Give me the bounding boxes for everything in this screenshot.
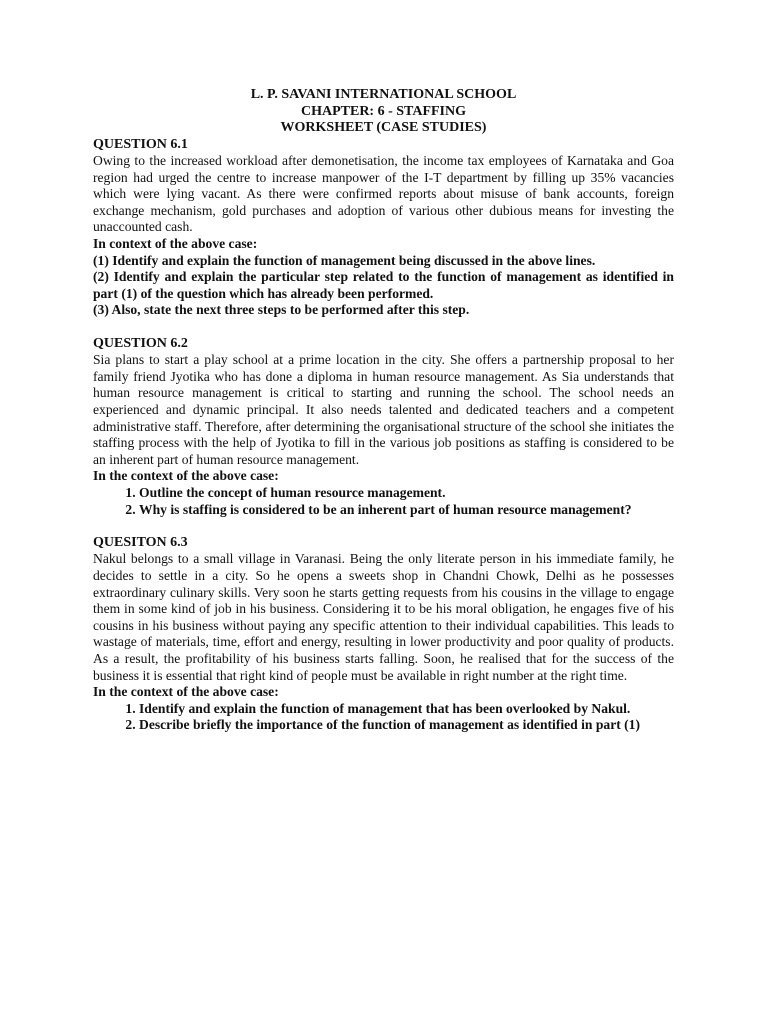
question-list [93, 701, 674, 734]
document-header [93, 87, 674, 137]
case-text: Sia plans to start a play school at a prime location in the city. She offers a partnership proposal to her family friend Jyotika who has done a diploma in human resource management. As Sia understands that human resource management is critical to starting and running the school. The school needs an experienced and dynamic principal. It also needs talented and dedicated teachers and a competent administrative staff. Therefore, after determining the organisational structure of the school she initiates the staffing process with the help of Jyotika to fill in the various job positions as staffing is considered to be an inherent part of human resource management. [93, 352, 674, 467]
question-part: (1) Identify and explain the function of management being discussed in the above lines. [93, 252, 596, 268]
list-item: 2. Why is staffing is considered to be an inherent part of human resource management? [139, 502, 674, 519]
question-part: (3) Also, state the next three steps to be performed after this step. [93, 302, 470, 318]
list-item: 1. Outline the concept of human resource management. [139, 485, 674, 502]
worksheet-title: WORKSHEET (CASE STUDIES) [280, 120, 487, 135]
question-part: (2) Identify and explain the particular step related to the function of management as identified in part (1) of the question which has already been performed. [93, 269, 674, 301]
question-6-2 [93, 336, 674, 519]
question-6-3 [93, 535, 674, 734]
school-name: L. P. SAVANI INTERNATIONAL SCHOOL [250, 87, 517, 102]
question-title: QUESTION 6.1 [93, 136, 188, 152]
context-line: In context of the above case: [93, 236, 258, 252]
question-6-1 [93, 137, 674, 320]
case-text: Owing to the increased workload after demonetisation, the income tax employees of Karnataka and Goa region had urged the centre to increase manpower of the I-T department by filling up 35% vacancies which were lying vacant. As there were confirmed reports about misuse of bank accounts, foreign exchange mechanism, gold purchases and adoption of various other dubious means for investing the unaccounted cash. [93, 153, 674, 235]
spacer [93, 319, 674, 336]
case-text: Nakul belongs to a small village in Varanasi. Being the only literate person in his immediate family, he decides to settle in a city. So he opens a sweets shop in Chandni Chowk, Delhi as he possesses extraordinary culinary skills. Very soon he starts getting requests from his cousins in the village to engage them in some kind of job in his business. Considering it to be his moral obligation, he engages five of his cousins in his business without paying any specific attention to their individual capabilities. This leads to wastage of materials, time, effort and energy, resulting in lower productivity and poor quality of products. As a result, the profitability of his business starts falling. Soon, he realised that for the success of the business it is essential that right kind of people must be available in right number at the right time. [93, 551, 674, 683]
context-line: In the context of the above case: [93, 684, 279, 700]
question-list [93, 485, 674, 518]
list-item: 1. Identify and explain the function of management that has been overlooked by Nakul. [139, 701, 674, 718]
context-line: In the context of the above case: [93, 468, 279, 484]
list-item: 2. Describe briefly the importance of the function of management as identified in part (1) [139, 717, 674, 734]
chapter-title: CHAPTER: 6 - STAFFING [300, 103, 467, 119]
question-title: QUESTION 6.2 [93, 335, 188, 351]
question-title: QUESITON 6.3 [93, 534, 188, 550]
spacer [93, 518, 674, 535]
